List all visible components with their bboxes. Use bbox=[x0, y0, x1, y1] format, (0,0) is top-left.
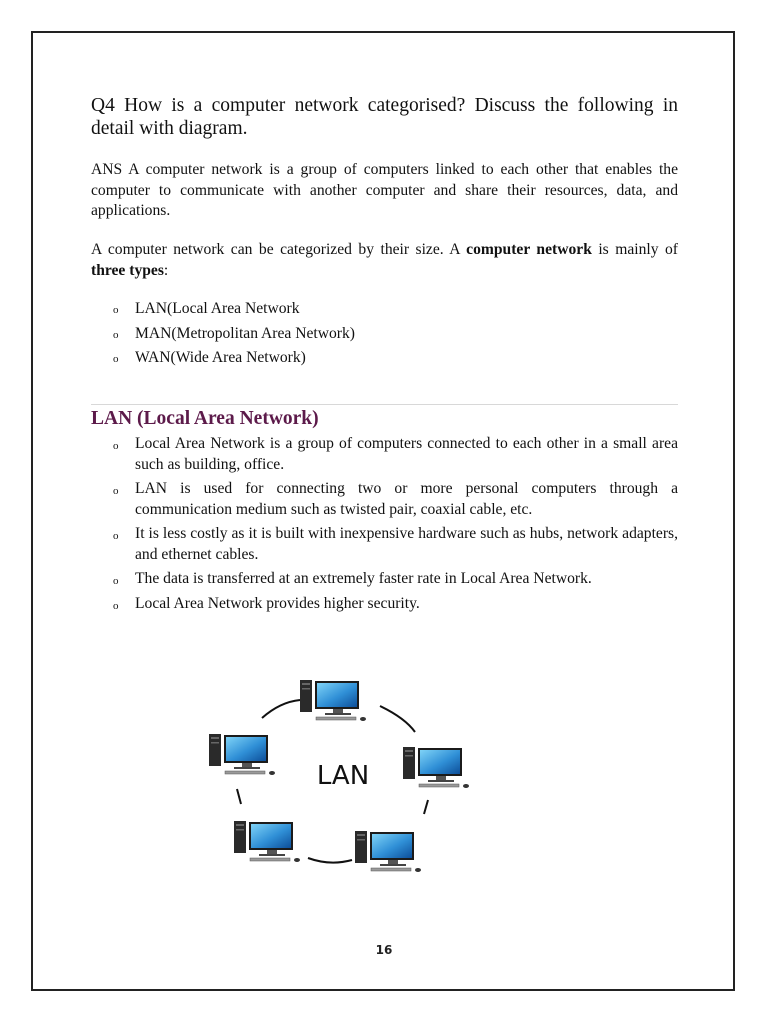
bullet-icon: o bbox=[113, 530, 119, 542]
categories-text-2: is mainly of bbox=[591, 241, 678, 258]
list-item-text: LAN is used for connecting two or more personal computers through a communication medium such as twisted pair, coaxial cable, etc. bbox=[135, 480, 678, 518]
categories-text-3: : bbox=[163, 261, 169, 279]
diagram-label: LAN bbox=[316, 761, 370, 791]
bullet-icon: o bbox=[113, 485, 119, 497]
page-number: 16 bbox=[375, 943, 393, 957]
answer-intro: ANS A computer network is a group of computers linked to each other that enables the computer to communicate with another computer and share their resources, data, and applications. bbox=[91, 161, 678, 219]
cable-line bbox=[380, 706, 415, 732]
categories-text-1: A computer network can be categorized by their size. A bbox=[91, 241, 467, 258]
computer-icon bbox=[403, 747, 469, 788]
list-item bbox=[107, 346, 355, 371]
list-item bbox=[107, 322, 355, 347]
computer-icon bbox=[355, 831, 421, 872]
bullet-icon: o bbox=[113, 353, 119, 365]
bullet-icon: o bbox=[113, 440, 119, 452]
list-item bbox=[107, 434, 678, 475]
list-item bbox=[107, 594, 678, 615]
cable-line bbox=[262, 700, 300, 718]
list-item-text: WAN(Wide Area Network) bbox=[135, 349, 306, 366]
list-item-text: The data is transferred at an extremely faster rate in Local Area Network. bbox=[135, 570, 592, 587]
bullet-icon: o bbox=[113, 328, 119, 341]
categories-bold-2: three types bbox=[91, 261, 164, 279]
categories-bold-1: computer network bbox=[466, 241, 592, 258]
list-item-text: Local Area Network provides higher security. bbox=[135, 594, 420, 612]
list-item-text: It is less costly as it is built with inexpensive hardware such as hubs, network adapters, and ethernet cables. bbox=[135, 525, 678, 563]
list-item bbox=[107, 524, 678, 565]
list-item-text: LAN(Local Area Network bbox=[135, 300, 300, 317]
bullet-icon: o bbox=[113, 575, 119, 587]
categories-paragraph bbox=[91, 240, 678, 281]
computer-icon bbox=[300, 680, 366, 721]
computer-icon bbox=[209, 734, 275, 775]
list-item bbox=[107, 479, 678, 520]
cable-line bbox=[237, 789, 241, 804]
list-item bbox=[107, 569, 678, 590]
cable-line bbox=[424, 800, 428, 814]
bullet-icon: o bbox=[113, 599, 119, 612]
lan-heading: LAN (Local Area Network) bbox=[91, 408, 319, 429]
question-text: Q4 How is a computer network categorised? Discuss the following in detail with diagram. bbox=[91, 95, 678, 139]
list-item-text: MAN(Metropolitan Area Network) bbox=[135, 324, 355, 342]
list-item-text: Local Area Network is a group of computers connected to each other in a small area such as building, office. bbox=[135, 435, 678, 473]
cable-line bbox=[308, 858, 352, 863]
network-types-list bbox=[107, 297, 355, 371]
section-divider bbox=[91, 404, 678, 405]
bullet-icon: o bbox=[113, 304, 119, 316]
lan-diagram bbox=[200, 670, 490, 880]
list-item bbox=[107, 297, 355, 322]
lan-points-list bbox=[107, 434, 678, 618]
computer-icon bbox=[234, 821, 300, 862]
